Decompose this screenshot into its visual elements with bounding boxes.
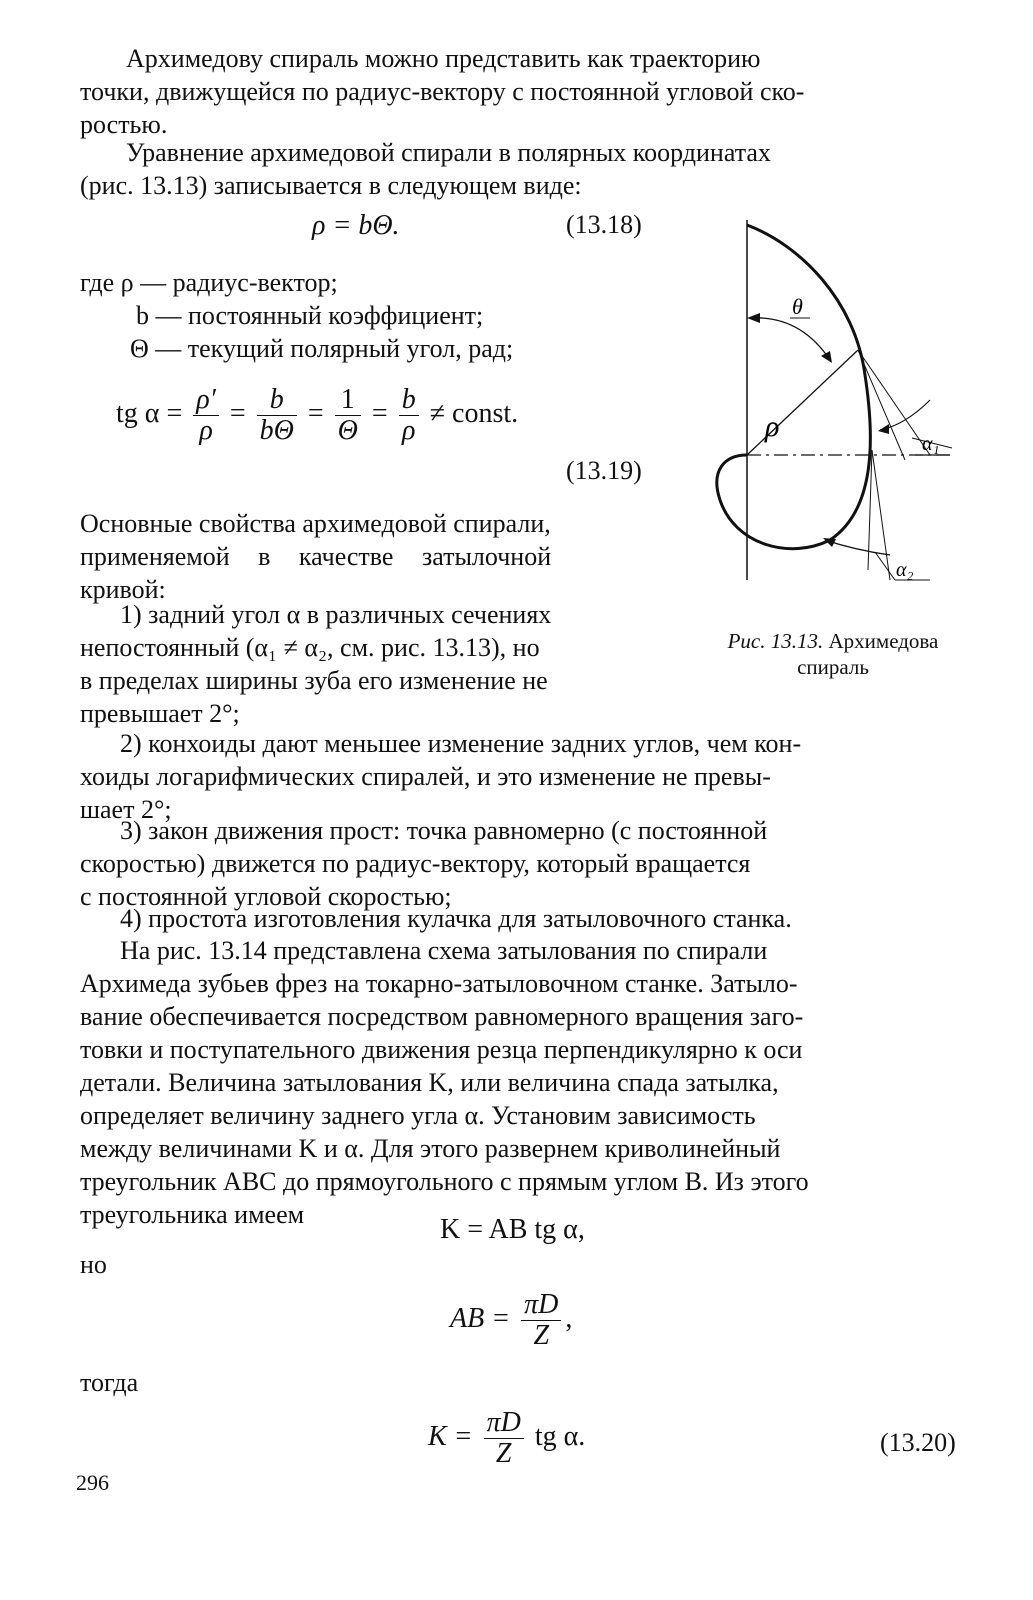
text-line: На рис. 13.14 представлена схема затылования по спирали — [120, 936, 768, 965]
paragraph-1 — [80, 42, 970, 141]
equals-sign: = — [307, 397, 324, 429]
fraction — [399, 385, 419, 446]
text-line: (рис. 13.13) записывается в следующем виде: — [80, 171, 582, 200]
property-item-4 — [80, 902, 970, 935]
text-line: треугольник ABC до прямоугольного с прямым углом B. Из этого — [80, 1167, 809, 1196]
equals-sign: = — [229, 397, 246, 429]
fraction-denominator: Z — [484, 1438, 524, 1469]
definition-rho: где ρ — радиус-вектор; — [80, 268, 338, 297]
text-line: с постоянной угловой скоростью; — [80, 882, 452, 911]
theta-arc — [750, 318, 830, 360]
tangent-line-2 — [858, 350, 905, 460]
property-item-1 — [80, 598, 655, 730]
fraction-denominator: bΘ — [257, 415, 297, 446]
equals-sign: = — [371, 397, 388, 429]
fraction-denominator: ρ — [193, 415, 219, 446]
equation-number: (13.20) — [880, 1428, 956, 1457]
caption-label: Рис. 13.13. — [727, 629, 824, 653]
fraction — [335, 385, 361, 446]
arrow-head — [747, 313, 760, 323]
definitions-list — [80, 266, 640, 365]
text-line: ростью. — [80, 110, 168, 139]
property-item-3 — [80, 814, 970, 913]
text-line: Уравнение архимедовой спирали в полярных координатах — [126, 138, 771, 167]
eq-lhs: K = — [428, 1420, 473, 1452]
label-alpha2: α₂ — [896, 559, 914, 581]
text-line: превышает 2°; — [80, 699, 240, 728]
fraction-numerator: πD — [486, 1407, 521, 1438]
equation-number: (13.19) — [566, 456, 642, 485]
text-line: применяемой в качестве затылочной — [80, 542, 552, 571]
archimedean-spiral-figure — [690, 210, 990, 620]
label-alpha1: α₁ — [922, 433, 940, 455]
text-line: Основные свойства архимедовой спирали, — [80, 509, 551, 538]
eq-lhs: tg α = — [116, 397, 183, 429]
word-then: тогда — [80, 1368, 139, 1397]
fraction-numerator: b — [401, 384, 416, 415]
text-line: вание обеспечивается посредством равномерного вращения заго- — [80, 1002, 804, 1031]
arrow-head — [878, 424, 889, 434]
alpha2-leader — [875, 552, 895, 580]
definition-theta: Θ — текущий полярный угол, рад; — [130, 334, 514, 363]
arrow-head — [821, 351, 832, 363]
fraction — [257, 385, 297, 446]
label-theta: θ — [792, 294, 803, 319]
text-line: 1) задний угол α в различных сечениях — [120, 600, 552, 629]
radius-vector — [747, 350, 858, 455]
equation-k-ab: K = AB tg α, — [440, 1214, 585, 1245]
definition-b: b — постоянный коэффициент; — [136, 301, 484, 330]
text-line: треугольника имеем — [80, 1200, 305, 1229]
text-line: кривой: — [80, 575, 166, 604]
fraction — [484, 1408, 524, 1469]
text-line: между величинами K и α. Для этого развернем криволинейный — [80, 1134, 781, 1163]
eq-tail: , — [565, 1302, 573, 1334]
text-line: хоиды логарифмических спиралей, и это изменение не превы- — [80, 762, 771, 791]
equation-13-20 — [428, 1408, 585, 1469]
alpha2-arc — [825, 540, 890, 555]
fraction-denominator: ρ — [399, 415, 419, 446]
text-line: 4) простота изготовления кулачка для затыловочного станка. — [120, 904, 792, 933]
text-line: 3) закон движения прост: точка равномерно (с постоянной — [120, 816, 768, 845]
equation-number: (13.18) — [566, 210, 642, 239]
fraction-numerator: 1 — [340, 384, 355, 415]
fraction-numerator: b — [269, 384, 284, 415]
label-rho: ρ — [765, 410, 780, 443]
paragraph-3 — [80, 934, 970, 1231]
text-line: шает 2°; — [80, 795, 172, 824]
property-item-2 — [80, 727, 970, 826]
text-line: товки и поступательного движения резца перпендикулярно к оси — [80, 1035, 803, 1064]
text-line: детали. Величина затылования K, или величина спада затылка, — [80, 1068, 779, 1097]
text-line: Архимедову спираль можно представить как траекторию — [126, 44, 761, 73]
figure-caption — [683, 628, 983, 680]
text-line: в пределах ширины зуба его изменение не — [80, 666, 548, 695]
fraction-numerator: πD — [524, 1289, 559, 1320]
paragraph-2 — [80, 136, 970, 202]
spiral-curve — [717, 225, 871, 549]
text-line: точки, движущейся по радиус-вектору с постоянной угловой ско- — [80, 77, 805, 106]
fraction — [521, 1290, 561, 1351]
text-line: скоростью) движется по радиус-вектору, который вращается — [80, 849, 751, 878]
text-line: Архимеда зубьев фрез на токарно-затыловочном станке. Затыло- — [80, 969, 798, 998]
text-line: 2) конхоиды дают меньшее изменение задних углов, чем кон- — [120, 729, 802, 758]
equation-13-19 — [116, 385, 518, 446]
fraction — [193, 385, 219, 446]
fraction-denominator: Z — [521, 1320, 561, 1351]
text-line: непостоянный (α₁ ≠ α₂, см. рис. 13.13), но — [80, 633, 540, 662]
text-line: определяет величину заднего угла α. Установим зависимость — [80, 1101, 756, 1130]
caption-title: Архимедова — [828, 629, 939, 653]
fraction-denominator: Θ — [335, 415, 361, 446]
eq-tail: tg α. — [534, 1420, 586, 1452]
properties-intro — [80, 507, 655, 606]
word-but: но — [80, 1250, 107, 1279]
eq-lhs: AB = — [450, 1302, 511, 1334]
equation-ab — [450, 1290, 572, 1351]
caption-title-line2: спираль — [797, 655, 869, 679]
fraction-numerator: ρ′ — [196, 384, 216, 415]
page-number: 296 — [76, 1470, 109, 1495]
eq-tail: ≠ const. — [429, 397, 519, 429]
equation-13-18: ρ = bΘ. — [312, 210, 400, 241]
